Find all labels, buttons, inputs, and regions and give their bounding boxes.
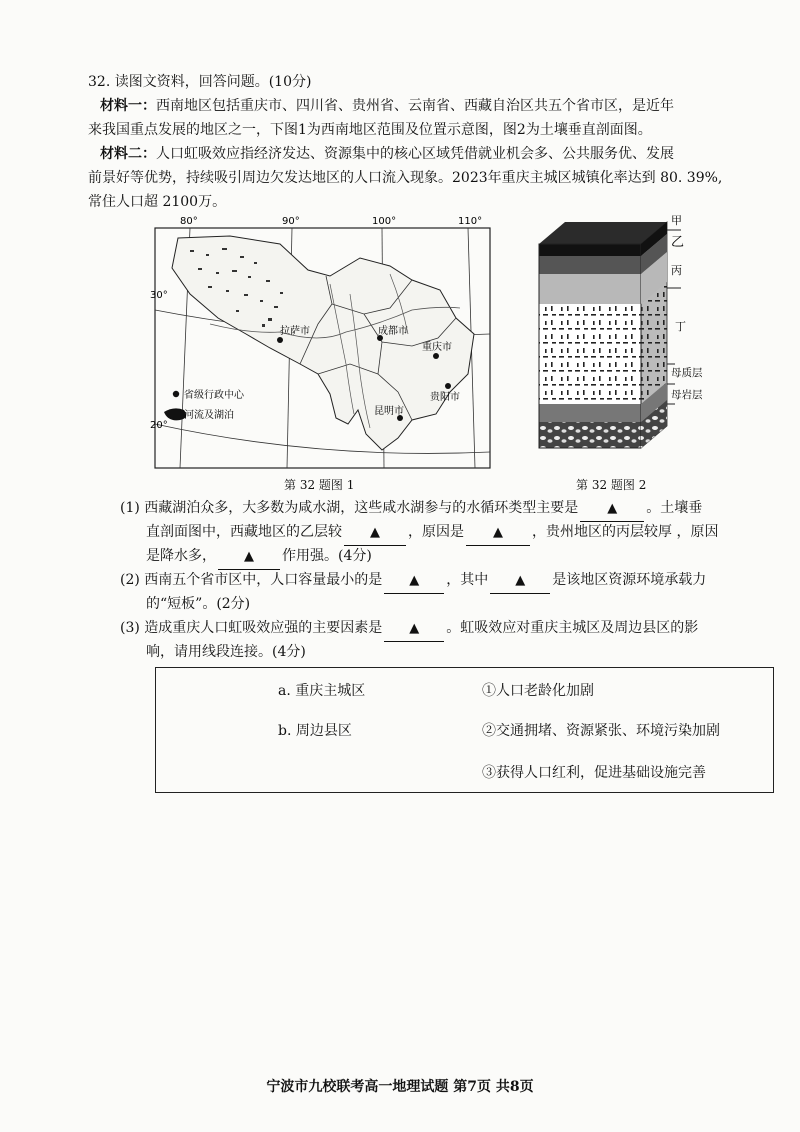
lon-label-90: 90° bbox=[282, 216, 300, 227]
part3-line1 bbox=[120, 616, 784, 642]
material2-label: 材料二： bbox=[100, 146, 156, 162]
part3-line2: 响，请用线段连接。(4分) bbox=[146, 644, 306, 660]
blank-mark: ▲ bbox=[607, 501, 618, 516]
city-chengdu: 成都市 bbox=[378, 326, 408, 337]
part1-text-e: ，贵州地区的丙层较厚 ，原因 bbox=[532, 524, 719, 540]
part1-text-b: 。土壤垂 bbox=[646, 500, 703, 516]
answer-blank[interactable] bbox=[218, 544, 280, 570]
material2-line3: 常住人口超 2100万。 bbox=[88, 194, 227, 210]
match-right-2[interactable]: ②交通拥堵、资源紧张、环境污染加剧 bbox=[482, 723, 720, 739]
blank-mark: ▲ bbox=[409, 621, 420, 636]
material1-line1 bbox=[100, 94, 796, 118]
blank-mark: ▲ bbox=[370, 525, 380, 540]
matching-box bbox=[155, 667, 774, 793]
part2-line1 bbox=[120, 568, 784, 594]
material1-line2: 来我国重点发展的地区之一，下图1为西南地区范围及位置示意图，图2为土壤垂直剖面图。 bbox=[88, 122, 652, 138]
blank-mark: ▲ bbox=[409, 573, 420, 588]
blank-mark: ▲ bbox=[515, 573, 526, 588]
southwest-map bbox=[150, 214, 495, 474]
lon-label-80: 80° bbox=[180, 216, 198, 227]
blank-mark: ▲ bbox=[244, 549, 254, 564]
part1-text-a: (1) 西藏湖泊众多，大多数为咸水湖，这些咸水湖参与的水循环类型主要是 bbox=[120, 500, 579, 516]
match-right-3[interactable]: ③获得人口红利，促进基础设施完善 bbox=[482, 765, 706, 781]
part2-text-a: (2) 西南五个省市区中，人口容量最小的是 bbox=[120, 572, 383, 588]
part2-text-c: 是该地区资源环境承载力 bbox=[552, 572, 707, 588]
part2-line2: 的“短板”。(2分) bbox=[146, 596, 251, 612]
part1-text-c: 直剖面图中，西藏地区的乙层较 bbox=[146, 524, 342, 540]
page-footer: 宁波市九校联考高一地理试题 第7页 共8页 bbox=[266, 1079, 534, 1095]
material1-text1: 西南地区包括重庆市、四川省、贵州省、云南省、西藏自治区共五个省市区，是近年 bbox=[156, 98, 674, 114]
part2-text-b: ，其中 bbox=[446, 572, 489, 588]
match-right-1[interactable]: ①人口老龄化加剧 bbox=[482, 683, 594, 699]
match-left-b[interactable]: b. 周边县区 bbox=[278, 723, 352, 739]
answer-blank[interactable] bbox=[490, 568, 550, 594]
match-left-a[interactable]: a. 重庆主城区 bbox=[278, 683, 366, 699]
figure1-caption: 第 32 题图 1 bbox=[284, 478, 355, 492]
answer-blank[interactable] bbox=[466, 520, 530, 546]
part1-line1 bbox=[120, 496, 784, 522]
lat-label-20: 20° bbox=[150, 420, 168, 431]
question-heading: 32. 读图文资料，回答问题。(10分) bbox=[88, 74, 312, 90]
lat-label-30: 30° bbox=[150, 290, 168, 301]
legend-rivers-lakes: 河流及湖泊 bbox=[184, 410, 234, 421]
material2-line2: 前景好等优势，持续吸引周边欠发达地区的人口流入现象。2023年重庆主城区城镇化率达到 80. 39%, bbox=[88, 170, 723, 186]
city-guiyang: 贵阳市 bbox=[430, 392, 460, 403]
answer-blank[interactable] bbox=[580, 496, 644, 522]
blank-mark: ▲ bbox=[493, 525, 503, 540]
part1-text-g: 作用强。(4分) bbox=[282, 548, 372, 564]
legend-capital: 省级行政中心 bbox=[184, 390, 244, 401]
part1-text-f: 是降水多， bbox=[146, 548, 216, 564]
layer-bing: 丙 bbox=[671, 264, 682, 277]
part1-line2 bbox=[146, 520, 786, 546]
material1-label: 材料一： bbox=[100, 98, 156, 114]
city-chongqing: 重庆市 bbox=[422, 342, 452, 353]
city-lhasa: 拉萨市 bbox=[280, 326, 310, 337]
material2-line1 bbox=[100, 142, 796, 166]
city-kunming: 昆明市 bbox=[374, 406, 404, 417]
figure2-caption: 第 32 题图 2 bbox=[576, 478, 647, 492]
lon-label-100: 100° bbox=[372, 216, 397, 227]
soil-profile bbox=[525, 214, 725, 476]
layer-jia: 甲 bbox=[671, 214, 682, 227]
answer-blank[interactable] bbox=[344, 520, 406, 546]
layer-yi: 乙 bbox=[671, 235, 685, 250]
lon-label-110: 110° bbox=[458, 216, 483, 227]
layer-parent-material: 母质层 bbox=[671, 367, 703, 379]
part3-text-a: (3) 造成重庆人口虹吸效应强的主要因素是 bbox=[120, 620, 383, 636]
answer-blank[interactable] bbox=[384, 568, 444, 594]
part3-text-b: 。虹吸效应对重庆主城区及周边县区的影 bbox=[446, 620, 699, 636]
layer-bedrock: 母岩层 bbox=[671, 389, 703, 401]
part1-text-d: ，原因是 bbox=[408, 524, 464, 540]
part1-line3 bbox=[146, 544, 786, 570]
layer-ding: 丁 bbox=[675, 320, 686, 333]
answer-blank[interactable] bbox=[384, 616, 444, 642]
material2-text1: 人口虹吸效应指经济发达、资源集中的核心区域凭借就业机会多、公共服务优、发展 bbox=[156, 146, 674, 162]
